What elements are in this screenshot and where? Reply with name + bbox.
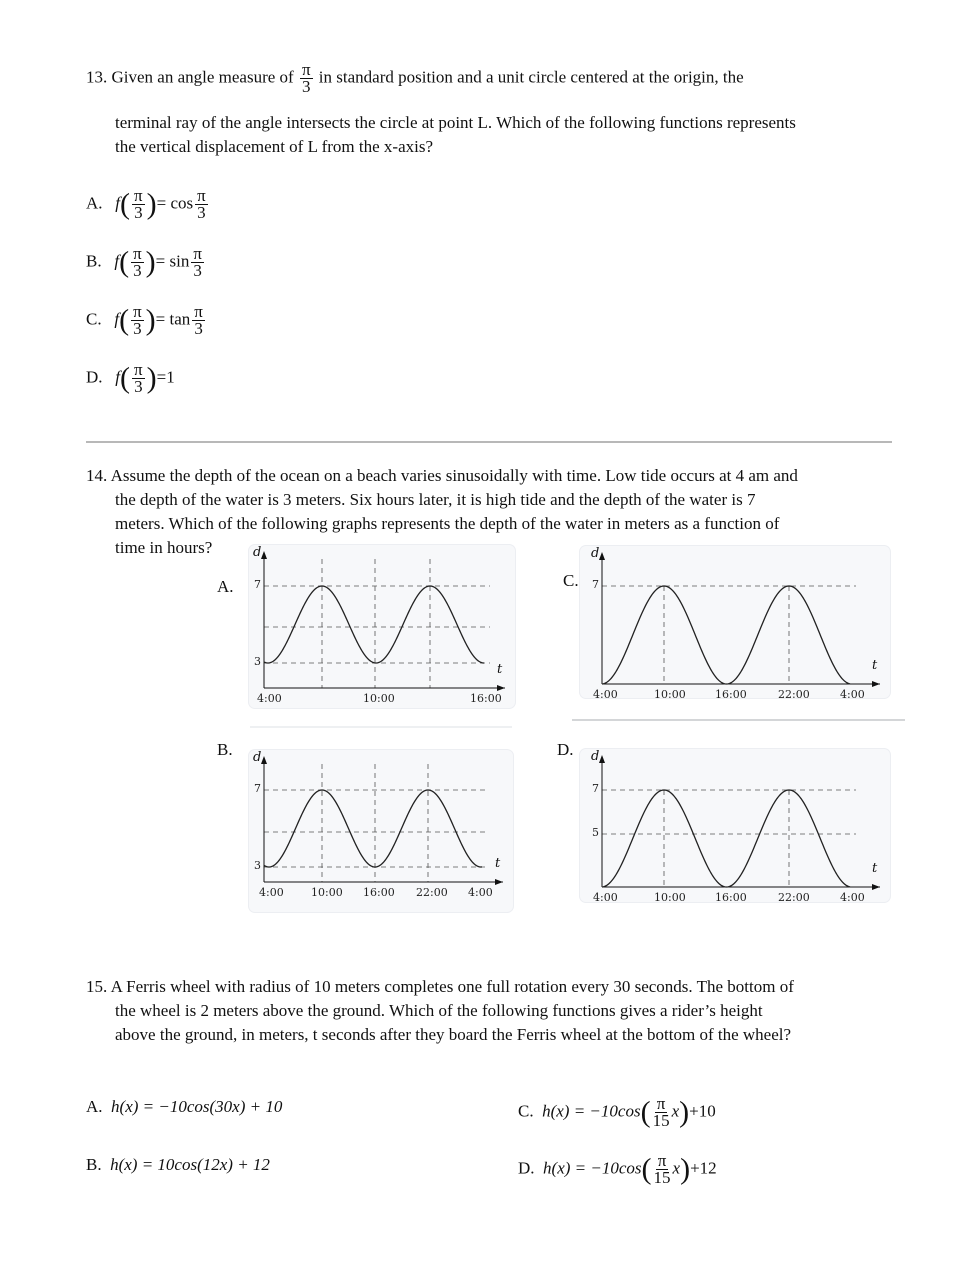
x-tick-label: 4:00 (468, 886, 493, 899)
y-axis-arrow-icon (261, 551, 267, 559)
option-expression: h(x) = 10cos(12x) + 12 (110, 1155, 270, 1174)
denominator: 3 (133, 261, 142, 280)
question-text: meters. Which of the following graphs represents the depth of the water in meters as a function of (115, 514, 780, 533)
numerator: π (656, 1094, 666, 1113)
x-axis-label: t (872, 861, 878, 876)
y-tick-label: 7 (592, 782, 599, 795)
numerator: π (133, 244, 142, 263)
x-axis-arrow-icon (872, 884, 880, 890)
equals: = (156, 193, 167, 213)
denominator: 3 (197, 203, 206, 222)
x-tick-label: 22:00 (778, 688, 810, 701)
question-text: Given an angle measure of (111, 67, 294, 87)
option-13c[interactable]: C. f( $\frac{\pi}{3}$ )= tan $\frac{\pi}{3}$ (86, 302, 203, 338)
x-axis-arrow-icon (497, 685, 505, 691)
x-tick-label: 4:00 (593, 891, 618, 904)
x-tick-label: 4:00 (257, 692, 282, 705)
option-letter: D. (86, 367, 103, 387)
graph-option-d[interactable] (580, 749, 890, 902)
x-axis-label: t (497, 662, 503, 677)
variable: x (671, 1101, 680, 1121)
divider (572, 719, 905, 721)
question-text: time in hours? (115, 538, 213, 557)
y-axis-label: d (253, 545, 262, 560)
x-axis-arrow-icon (872, 681, 880, 687)
option-expression: h(x) = −10cos(30x) + 10 (111, 1097, 283, 1116)
question-number: 15. (86, 977, 108, 996)
x-tick-label: 16:00 (715, 891, 747, 904)
graph-option-letter: B. (217, 740, 233, 759)
trig-function: sin (169, 251, 190, 271)
x-axis-arrow-icon (495, 879, 503, 885)
denominator: 3 (134, 377, 143, 396)
divider (250, 726, 512, 728)
option-rhs: =1 (156, 367, 175, 387)
graph-option-a[interactable] (249, 545, 515, 708)
question-13-cont (115, 111, 796, 159)
denominator: 3 (302, 77, 311, 96)
x-tick-label: 4:00 (259, 886, 284, 899)
numerator: π (197, 186, 206, 205)
graph-option-letter: A. (217, 577, 234, 596)
y-axis-label: d (253, 750, 262, 765)
question-text: above the ground, in meters, t seconds after they board the Ferris wheel at the bottom of the wheel? (115, 1025, 792, 1044)
question-text: terminal ray of the angle intersects the circle at point L. Which of the following functions represents (115, 113, 796, 132)
x-axis-label: t (495, 856, 501, 871)
y-tick-label: 7 (254, 578, 261, 591)
graph-option-letter: C. (563, 571, 579, 590)
question-text: the wheel is 2 meters above the ground. Which of the following functions gives a rider’s height (115, 1001, 763, 1020)
y-tick-label: 7 (592, 578, 599, 591)
equals: = (155, 309, 166, 329)
x-axis-label: t (872, 658, 878, 673)
x-tick-label: 16:00 (363, 886, 395, 899)
graph-plot (249, 545, 515, 708)
question-13 (86, 62, 744, 95)
option-expression: h(x) = −10cos (543, 1158, 642, 1178)
sinusoid-curve (264, 790, 482, 867)
denominator: 15 (652, 1111, 670, 1130)
option-15d[interactable]: D. h(x) = −10cos( $\frac{\pi}{15}$ x)+12 (518, 1151, 717, 1187)
option-letter: B. (86, 251, 102, 271)
graph-plot (580, 749, 890, 902)
question-number: 14. (86, 466, 108, 485)
x-tick-label: 22:00 (778, 891, 810, 904)
option-letter: B. (86, 1155, 102, 1174)
x-tick-label: 22:00 (416, 886, 448, 899)
question-text: the vertical displacement of L from the x-axis? (115, 137, 433, 156)
y-tick-label: 3 (254, 655, 261, 668)
option-letter: C. (518, 1101, 534, 1121)
option-letter: D. (518, 1158, 535, 1178)
numerator: π (134, 360, 143, 379)
x-tick-label: 4:00 (593, 688, 618, 701)
constant: +10 (689, 1101, 716, 1121)
option-letter: A. (86, 193, 103, 213)
denominator: 3 (133, 319, 142, 338)
trig-function: cos (170, 193, 194, 213)
numerator: π (193, 244, 202, 263)
question-text: Assume the depth of the ocean on a beach varies sinusoidally with time. Low tide occurs at 4 am and (110, 466, 798, 485)
constant: +12 (690, 1158, 717, 1178)
y-tick-label: 5 (592, 826, 599, 839)
y-axis-label: d (591, 546, 600, 561)
y-axis-label: d (591, 749, 600, 764)
variable: x (672, 1158, 681, 1178)
y-tick-label: 7 (254, 782, 261, 795)
y-axis-arrow-icon (599, 552, 605, 560)
question-15 (86, 975, 794, 1047)
option-15b[interactable] (86, 1155, 270, 1175)
denominator: 3 (134, 203, 143, 222)
graph-option-letter: D. (557, 740, 574, 759)
function-name: f (114, 309, 120, 329)
x-tick-label: 4:00 (840, 688, 865, 701)
option-13b[interactable]: B. f( $\frac{\pi}{3}$ )= sin $\frac{\pi}{3}$ (86, 244, 202, 280)
x-tick-label: 16:00 (715, 688, 747, 701)
option-letter: A. (86, 1097, 103, 1116)
numerator: π (133, 302, 142, 321)
option-13d[interactable]: D. f( $\frac{\pi}{3}$ )=1 (86, 360, 175, 396)
numerator: π (657, 1151, 667, 1170)
x-tick-label: 10:00 (654, 688, 686, 701)
numerator: π (301, 60, 311, 79)
equals: = (155, 251, 166, 271)
sinusoid-curve (264, 586, 484, 663)
numerator: π (134, 186, 143, 205)
pi-over-3 (300, 62, 313, 95)
question-text: A Ferris wheel with radius of 10 meters completes one full rotation every 30 seconds. The bottom of (110, 977, 794, 996)
graph-plot (580, 546, 890, 698)
x-tick-label: 4:00 (840, 891, 865, 904)
option-15c[interactable]: C. h(x) = −10cos( $\frac{\pi}{15}$ x)+10 (518, 1094, 716, 1130)
graph-option-b[interactable] (249, 750, 513, 912)
x-tick-label: 10:00 (363, 692, 395, 705)
x-tick-label: 10:00 (311, 886, 343, 899)
function-name: f (115, 367, 121, 387)
function-name: f (115, 193, 121, 213)
question-text: the depth of the water is 3 meters. Six hours later, it is high tide and the depth of the water is 7 (115, 490, 756, 509)
function-name: f (114, 251, 120, 271)
denominator: 15 (653, 1168, 671, 1187)
y-axis-arrow-icon (599, 755, 605, 763)
option-15a[interactable] (86, 1097, 282, 1117)
trig-function: tan (169, 309, 191, 329)
y-axis-arrow-icon (261, 756, 267, 764)
option-13a[interactable]: A. f( $\frac{\pi}{3}$ )= cos $\frac{\pi}{3}$ (86, 186, 206, 222)
question-text: in standard position and a unit circle centered at the origin, the (318, 67, 744, 87)
numerator: π (194, 302, 203, 321)
denominator: 3 (193, 261, 202, 280)
x-tick-label: 10:00 (654, 891, 686, 904)
option-expression: h(x) = −10cos (542, 1101, 641, 1121)
sinusoid-curve (602, 790, 850, 887)
graph-option-c[interactable] (580, 546, 890, 701)
sinusoid-curve (602, 586, 850, 684)
y-tick-label: 3 (254, 859, 261, 872)
divider (86, 441, 892, 443)
question-number: 13. (86, 67, 108, 87)
option-letter: C. (86, 309, 102, 329)
denominator: 3 (194, 319, 203, 338)
x-tick-label: 16:00 (470, 692, 502, 705)
